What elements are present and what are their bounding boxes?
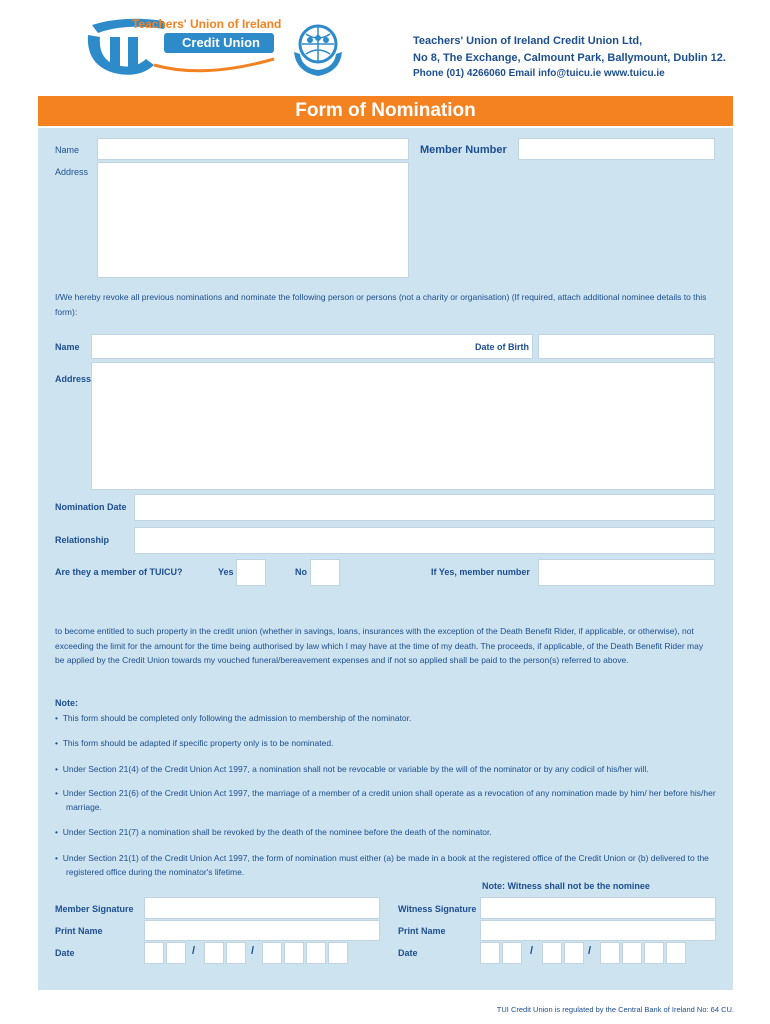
witness-date-digit[interactable]	[622, 942, 642, 964]
witness-print-name-label: Print Name	[398, 926, 446, 936]
witness-print-name-field[interactable]	[480, 920, 716, 941]
note-item-text: Under Section 21(1) of the Credit Union Act 1997, the form of nomination must either (a) be made in a book at the registered office of the Credit Union or (b) delivered to the registered office during the nominator's lifetime.	[62, 853, 709, 877]
witness-date-digit[interactable]	[564, 942, 584, 964]
nomination-date-field[interactable]	[134, 494, 715, 521]
if-yes-label: If Yes, member number	[431, 567, 530, 577]
nomination-date-label: Nomination Date	[55, 502, 127, 512]
nominee-name-field[interactable]	[91, 334, 533, 359]
witness-date-digit[interactable]	[480, 942, 500, 964]
yes-checkbox[interactable]	[236, 559, 266, 586]
member-date-digit[interactable]	[144, 942, 164, 964]
witness-date-digit[interactable]	[666, 942, 686, 964]
no-checkbox[interactable]	[310, 559, 340, 586]
witness-date-digit[interactable]	[600, 942, 620, 964]
nominee-member-number-field[interactable]	[538, 559, 715, 586]
witness-date-digit[interactable]	[644, 942, 664, 964]
note-heading: Note:	[55, 698, 78, 708]
date-separator: /	[588, 945, 592, 957]
header-address	[413, 33, 726, 83]
member-signature-field[interactable]	[144, 897, 380, 919]
witness-date-label: Date	[398, 948, 418, 958]
no-label: No	[295, 567, 307, 577]
header-line3: Phone (01) 4266060 Email info@tuicu.ie www.tuicu.ie	[413, 68, 665, 79]
member-address-label: Address	[55, 167, 89, 177]
note-item: • Under Section 21(4) of the Credit Union Act 1997, a nomination shall not be revocable or variable by the will of the nominator or by any codicil of his/her will.	[55, 764, 649, 774]
dob-label: Date of Birth	[475, 342, 529, 352]
yes-label: Yes	[218, 567, 234, 577]
witness-signature-label: Witness Signature	[398, 904, 477, 914]
member-address-field[interactable]	[97, 162, 409, 278]
member-date-digit[interactable]	[306, 942, 326, 964]
member-name-label: Name	[55, 145, 80, 155]
member-date-digit[interactable]	[226, 942, 246, 964]
member-signature-label: Member Signature	[55, 904, 134, 914]
witness-date-digit[interactable]	[502, 942, 522, 964]
member-date-digit[interactable]	[204, 942, 224, 964]
relationship-field[interactable]	[134, 527, 715, 554]
member-date-digit[interactable]	[284, 942, 304, 964]
date-separator: /	[192, 945, 196, 957]
credit-union-emblem-icon	[288, 22, 348, 80]
logo-text-top: Teachers' Union of Ireland	[132, 17, 282, 31]
form-title: Form of Nomination	[38, 96, 733, 126]
note-item: • This form should be adapted if specific property only is to be nominated.	[55, 738, 334, 748]
note-item-text: Under Section 21(6) of the Credit Union Act 1997, the marriage of a member of a credit union shall operate as a revocation of any nomination made by him/ her before his/her marriage.	[62, 788, 716, 812]
member-date-digit[interactable]	[328, 942, 348, 964]
witness-note: Note: Witness shall not be the nominee	[482, 881, 650, 891]
witness-date-digit[interactable]	[542, 942, 562, 964]
member-print-name-label: Print Name	[55, 926, 103, 936]
member-print-name-field[interactable]	[144, 920, 380, 941]
member-name-field[interactable]	[97, 138, 409, 160]
member-number-label: Member Number	[420, 144, 507, 156]
nominee-address-label: Address	[55, 374, 92, 384]
note-item: • This form should be completed only following the admission to membership of the nominator.	[55, 713, 412, 723]
nominee-address-field[interactable]	[91, 362, 715, 490]
relationship-label: Relationship	[55, 535, 110, 545]
footer-regulation: TUI Credit Union is regulated by the Central Bank of Ireland No: 64 CU.	[496, 1005, 734, 1014]
date-separator: /	[251, 945, 255, 957]
header-line1: Teachers' Union of Ireland Credit Union Ltd,	[413, 35, 643, 47]
member-date-label: Date	[55, 948, 75, 958]
note-item-text: This form should be completed only following the admission to membership of the nominator.	[62, 713, 412, 723]
intro-text: I/We hereby revoke all previous nominations and nominate the following person or persons (not a charity or organisation) (If required, attach additional nominee details to this form):	[55, 292, 707, 317]
note-item: • Under Section 21(1) of the Credit Union Act 1997, the form of nomination must either (a) be made in a book at the registered office of the Credit Union or (b) delivered to the registered office during the nominator's lifetime.	[55, 853, 709, 877]
member-date-digit[interactable]	[262, 942, 282, 964]
witness-signature-field[interactable]	[480, 897, 716, 919]
note-item-text: This form should be adapted if specific property only is to be nominated.	[62, 738, 334, 748]
note-item-text: Under Section 21(7) a nomination shall be revoked by the death of the nominee before the death of the nominator.	[62, 827, 492, 837]
tui-logo	[84, 15, 284, 79]
member-question-label: Are they a member of TUICU?	[55, 567, 183, 577]
dob-field[interactable]	[538, 334, 715, 359]
member-number-field[interactable]	[518, 138, 715, 160]
nominee-name-label: Name	[55, 342, 80, 352]
date-separator: /	[530, 945, 534, 957]
note-item: • Under Section 21(6) of the Credit Union Act 1997, the marriage of a member of a credit union shall operate as a revocation of any nomination made by him/ her before his/her marriage.	[55, 788, 716, 812]
body-text: to become entitled to such property in the credit union (whether in savings, loans, insurances with the exception of the Death Benefit Rider, if applicable, or otherwise), not exceeding the limit for the amount for the time being authorised by law which I may have at the time of my death. The proceeds, if applicable, of the Death Benefit Rider may be applied by the Credit Union towards my vouched funeral/bereavement expenses and if not so applied shall be paid to the person(s) referred to above.	[55, 626, 704, 665]
header-line2: No 8, The Exchange, Calmount Park, Ballymount, Dublin 12.	[413, 51, 726, 64]
member-date-digit[interactable]	[166, 942, 186, 964]
logo-text-bottom: Credit Union	[182, 35, 260, 50]
note-item-text: Under Section 21(4) of the Credit Union Act 1997, a nomination shall not be revocable or variable by the will of the nominator or by any codicil of his/her will.	[62, 764, 649, 774]
note-item: • Under Section 21(7) a nomination shall be revoked by the death of the nominee before the death of the nominator.	[55, 827, 492, 837]
